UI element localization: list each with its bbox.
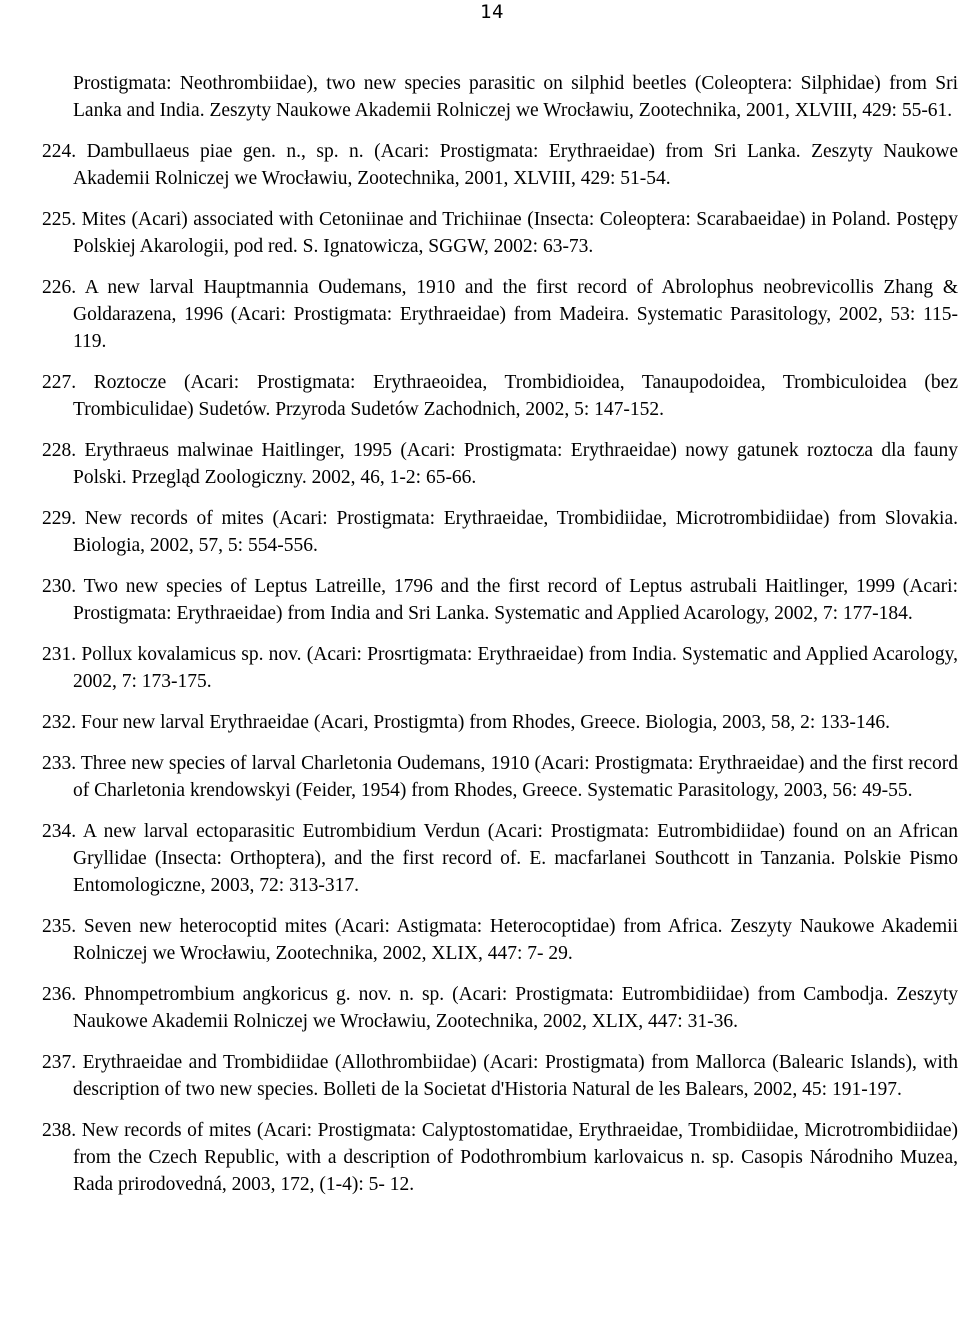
bibliography-entry-226: 226. A new larval Hauptmannia Oudemans, 1910 and the first record of Abrolophus neobrevicollis Zhang & Goldarazena, 1996 (Acari: Prostigmata: Erythraeidae) from Madeira. Systematic Parasitology, 2002, 53: 115-119. <box>42 277 958 352</box>
bibliography-entry-238: 238. New records of mites (Acari: Prostigmata: Calyptostomatidae, Erythraeidae, Trombidiidae, Microtrombidiidae) from the Czech Republic, with a description of Podothrombium karlovaicus n. sp. Casopis Národniho Muzea, Rada prirodovedná, 2003, 172, (1-4): 5- 12. <box>42 1120 958 1195</box>
bibliography-entry-227: 227. Roztocze (Acari: Prostigmata: Erythraeoidea, Trombidioidea, Tanaupodoidea, Trombiculoidea (bez Trombiculidae) Sudetów. Przyroda Sudetów Zachodnich, 2002, 5: 147-152. <box>42 372 958 420</box>
bibliography-list <box>42 70 958 1212</box>
bibliography-entry-231: 231. Pollux kovalamicus sp. nov. (Acari: Prosrtigmata: Erythraeidae) from India. Systematic and Applied Acarology, 2002, 7: 173-175. <box>42 644 958 692</box>
bibliography-entry-225: 225. Mites (Acari) associated with Cetoniinae and Trichiinae (Insecta: Coleoptera: Scarabaeidae) in Poland. Postępy Polskiej Akarologii, pod red. S. Ignatowicza, SGGW, 2002: 63-73. <box>42 209 958 257</box>
bibliography-entry-235: 235. Seven new heterocoptid mites (Acari: Astigmata: Heterocoptidae) from Africa. Zeszyty Naukowe Akademii Rolniczej we Wrocławiu, Zootechnika, 2002, XLIX, 447: 7- 29. <box>42 916 958 964</box>
bibliography-entry-237: 237. Erythraeidae and Trombidiidae (Allothrombiidae) (Acari: Prostigmata) from Mallorca (Balearic Islands), with description of two new species. Bolleti de la Societat d'Historia Natural de les Balears, 2002, 45: 191-197. <box>42 1052 958 1100</box>
bibliography-entry-233: 233. Three new species of larval Charletonia Oudemans, 1910 (Acari: Prostigmata: Erythraeidae) and the first record of Charletonia krendowskyi (Feider, 1954) from Rhodes, Greece. Systematic Parasitology, 2003, 56: 49-55. <box>42 753 958 801</box>
bibliography-entry-224: 224. Dambullaeus piae gen. n., sp. n. (Acari: Prostigmata: Erythraeidae) from Sri Lanka. Zeszyty Naukowe Akademii Rolniczej we Wrocławiu, Zootechnika, 2001, XLVIII, 429: 51-54. <box>42 141 958 189</box>
bibliography-entry-228: 228. Erythraeus malwinae Haitlinger, 1995 (Acari: Prostigmata: Erythraeidae) nowy gatunek roztocza dla fauny Polski. Przegląd Zoologiczny. 2002, 46, 1-2: 65-66. <box>42 440 958 488</box>
bibliography-entry-230: 230. Two new species of Leptus Latreille, 1796 and the first record of Leptus astrubali Haitlinger, 1999 (Acari: Prostigmata: Erythraeidae) from India and Sri Lanka. Systematic and Applied Acarology, 2002, 7: 177-184. <box>42 576 958 624</box>
page-number: 14 <box>480 1 504 23</box>
bibliography-entry-223-continuation: Prostigmata: Neothrombiidae), two new species parasitic on silphid beetles (Coleoptera: Silphidae) from Sri Lanka and India. Zeszyty Naukowe Akademii Rolniczej we Wrocławiu, Zootechnika, 2001, XLVIII, 429: 55-61. <box>73 73 958 121</box>
bibliography-entry-232: 232. Four new larval Erythraeidae (Acari, Prostigmta) from Rhodes, Greece. Biologia, 2003, 58, 2: 133-146. <box>42 712 891 733</box>
bibliography-entry-236: 236. Phnompetrombium angkoricus g. nov. n. sp. (Acari: Prostigmata: Eutrombidiidae) from Cambodja. Zeszyty Naukowe Akademii Rolniczej we Wrocławiu, Zootechnika, 2002, XLIX, 447: 31-36. <box>42 984 958 1032</box>
bibliography-entry-229: 229. New records of mites (Acari: Prostigmata: Erythraeidae, Trombidiidae, Microtrombidiidae) from Slovakia. Biologia, 2002, 57, 5: 554-556. <box>42 508 958 556</box>
bibliography-entry-234: 234. A new larval ectoparasitic Eutrombidium Verdun (Acari: Prostigmata: Eutrombidiidae) found on an African Gryllidae (Insecta: Orthoptera), and the first record of. E. macfarlanei Southcott in Tanzania. Polskie Pismo Entomologiczne, 2003, 72: 313-317. <box>42 821 958 896</box>
